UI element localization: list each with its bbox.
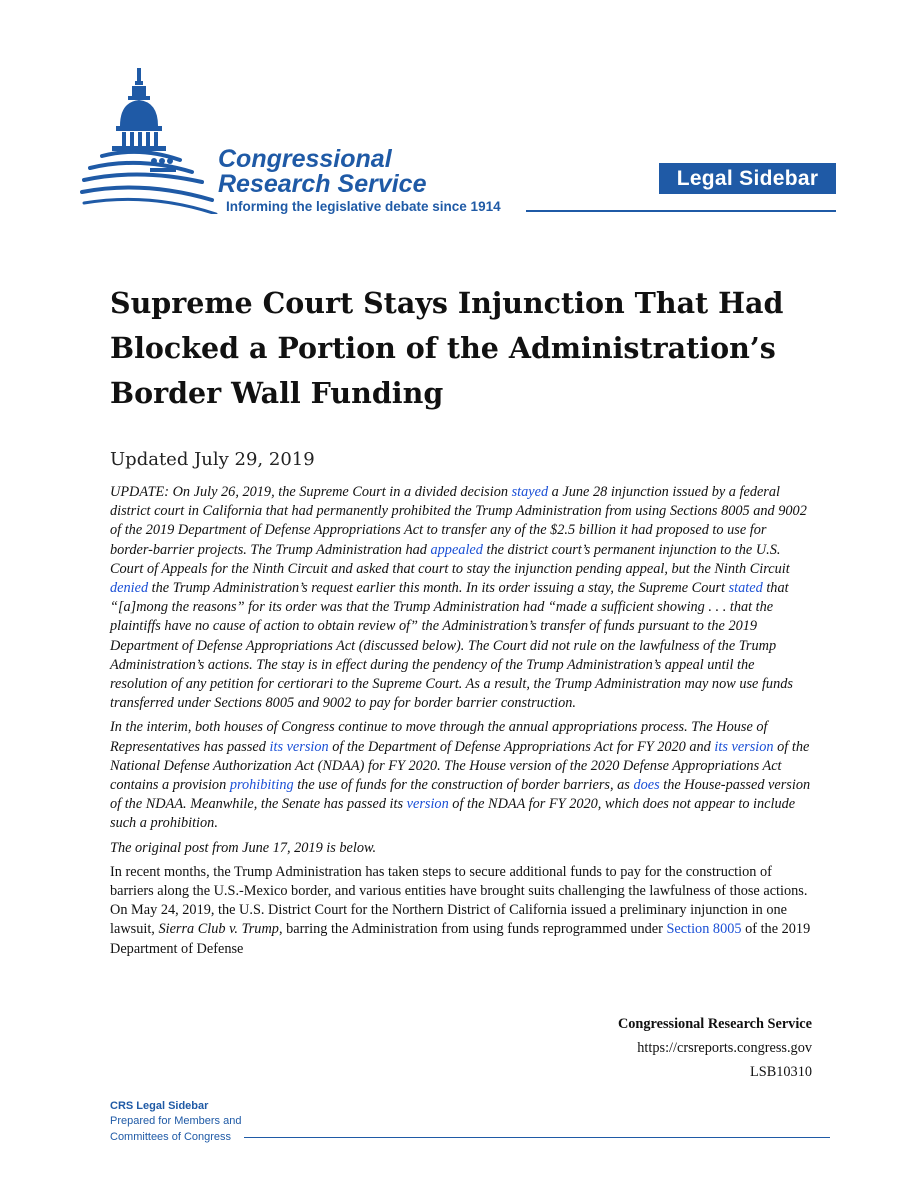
org-name-line1: Congressional [218,145,392,173]
article-body [110,483,812,964]
bottom-label-title: CRS Legal Sidebar [110,1100,209,1112]
capitol-dome-icon [80,64,220,214]
page-title [110,281,830,416]
text-run: the House-passed version of the NDAA. Meanwhile, the Senate has passed its [110,777,811,813]
text-run: the use of funds for the construction of border barriers, as [293,777,634,794]
title-line: Blocked a Portion of the Administration’s [110,331,776,365]
text-run: of the 2019 Department of Defense [110,921,811,957]
link-denied[interactable]: denied [110,580,149,597]
text-run: that “[a]mong the reasons” for its order was that the Trump Administration had “made a sufficient showing . . . that the plaintiffs have no cause of action to obtain review of” the Administration’s transfer of funds pursuant to the 2019 Department of Defense Appropriations Act (discussed below). The Court did not rule on the lawfulness of the Trump Administration’s actions. The stay is in effect during the pendency of the Trump Administration’s appeal until the resolution of any petition for certiorari to the Supreme Court. As a result, the Trump Administration may now use funds transferred under Sections 8005 and 9002 to pay for border barrier construction. [110,580,793,712]
link-stayed[interactable]: stayed [511,484,549,500]
footer-rule [244,1137,830,1138]
case-name: Sierra Club v. Trump [158,921,279,938]
link-section-8005[interactable]: Section 8005 [666,921,742,938]
link-does[interactable]: does [633,777,660,794]
text-run: a June 28 injunction issued by a federal district court in California that had permanently prohibited the Trump Administration from using Sections 8005 and 9002 of the 2019 Department of Defense Appropriations Act to transfer any of the $2.5 billion it had proposed to use for border-barrier projects. The Trump Administration had [110,484,807,558]
org-tagline: Informing the legislative debate since 1914 [226,199,501,214]
text-run: of the NDAA for FY 2020, which does not appear to include such a prohibition. [110,796,796,832]
report-id: LSB10310 [750,1064,812,1080]
report-footer [618,1012,812,1084]
footer-url[interactable]: https://crsreports.congress.gov [637,1040,812,1056]
text-run: In recent months, the Trump Administration has taken steps to secure additional funds to pay for the construction of barriers along the U.S.-Mexico border, and various entities have brought suits challenging the lawfulness of those actions. On May 24, 2019, the U.S. District Court for the Northern District of California issued a preliminary injunction in one lawsuit, [110,863,808,938]
update-paragraph [110,483,812,713]
updated-date: Updated July 29, 2019 [110,449,315,470]
title-line: Border Wall Funding [110,376,444,410]
link-appealed[interactable]: appealed [430,541,483,558]
original-post-note: The original post from June 17, 2019 is below. [110,839,377,856]
text-run: , barring the Administration from using funds reprogrammed under [278,921,667,938]
interim-paragraph [110,718,812,833]
link-its-version-ndaa[interactable]: its version [714,738,774,755]
text-run: the Trump Administration’s request earlier this month. In its order issuing a stay, the Supreme Court [148,580,729,597]
footer-org: Congressional Research Service [617,1016,812,1032]
header-rule [526,210,836,212]
title-line: Supreme Court Stays Injunction That Had [110,286,784,320]
link-its-version-appropriations[interactable]: its version [269,738,329,755]
link-stated[interactable]: stated [728,580,763,597]
link-prohibiting[interactable]: prohibiting [229,777,294,794]
bottom-label-line: Committees of Congress [110,1131,232,1143]
text-run: the district court’s permanent injunction to the U.S. Court of Appeals for the Ninth Circuit and asked that court to stay the injunction pending appeal, but the Ninth Circuit [110,541,790,577]
bottom-label-line: Prepared for Members and [110,1115,242,1127]
text-run: of the Department of Defense Appropriations Act for FY 2020 and [328,738,715,755]
legal-sidebar-badge: Legal Sidebar [659,163,836,194]
text-run: of the National Defense Authorization Act (NDAA) for FY 2020. The House version of the 2020 Defense Appropriations Act contains a provision [110,738,810,794]
main-paragraph [110,863,812,959]
text-run: UPDATE: On July 26, 2019, the Supreme Court in a divided decision [110,484,512,500]
link-version-senate[interactable]: version [406,796,449,813]
text-run: In the interim, both houses of Congress continue to move through the annual appropriations process. The House of Representatives has passed [110,719,768,755]
org-name-line2: Research Service [218,170,427,198]
